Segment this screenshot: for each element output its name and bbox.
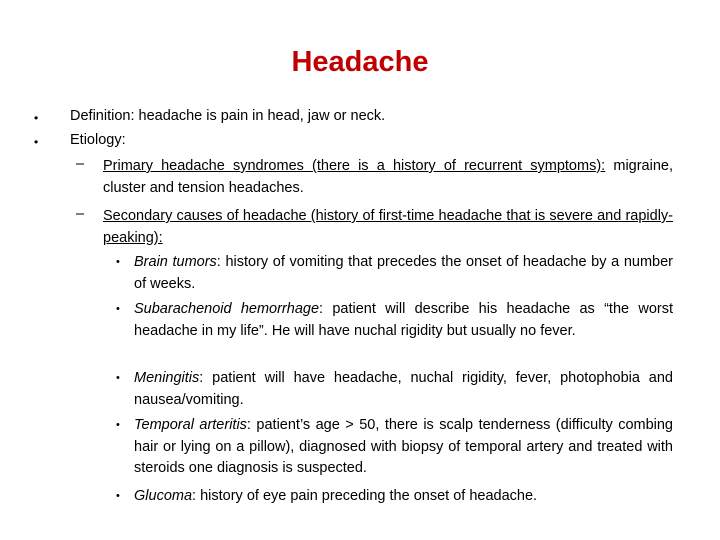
- primary-headache-item: [103, 156, 673, 199]
- sub-bullet-marker: •: [116, 490, 120, 502]
- secondary-causes-text: Secondary causes of headache (history of first-time headache that is severe and rapidly-peaking):: [103, 208, 673, 246]
- sub-bullet-marker: •: [116, 303, 120, 315]
- bullet-marker: •: [34, 135, 39, 149]
- cause-term: Subarachenoid hemorrhage: [134, 301, 320, 317]
- primary-headache-examples: migraine, cluster and tension headaches.: [103, 158, 673, 196]
- cause-text: : patient will have headache, nuchal rigidity, fever, photophobia and nausea/vomiting.: [134, 370, 673, 408]
- cause-text: : patient will describe his headache as “the worst headache in my life”. He will have nuchal rigidity but usually no fever.: [134, 301, 673, 339]
- cause-text: : history of vomiting that precedes the onset of headache by a number of weeks.: [134, 254, 673, 292]
- cause-term: Glucoma: [134, 488, 193, 504]
- cause-text: : patient’s age > 50, there is scalp tenderness (difficulty combing hair or lying on a pillow), diagnosed with biopsy of temporal artery and treated with steroids one diagnosis is suspected.: [134, 417, 673, 476]
- definition-item: [70, 106, 680, 128]
- cause-term: Brain tumors: [134, 254, 217, 270]
- cause-text: : history of eye pain preceding the onset of headache.: [192, 488, 538, 504]
- cause-term: Meningitis: [134, 370, 200, 386]
- sub-bullet-marker: •: [116, 419, 120, 431]
- sub-bullet-marker: •: [116, 256, 120, 268]
- definition-text: : headache is pain in head, jaw or neck.: [130, 108, 386, 124]
- etiology-term: Etiology:: [70, 132, 126, 148]
- dash-marker: –: [76, 206, 85, 222]
- bullet-marker: •: [34, 111, 39, 125]
- slide-title: Headache: [291, 46, 429, 78]
- definition-term: Definition: [70, 108, 131, 124]
- cause-item: [134, 368, 673, 411]
- primary-headache-text: Primary headache syndromes (there is a history of recurrent symptoms):: [103, 158, 606, 174]
- sub-bullet-marker: •: [116, 372, 120, 384]
- etiology-item: [70, 130, 680, 152]
- cause-item: [134, 486, 673, 508]
- cause-term: Temporal arteritis: [134, 417, 247, 433]
- secondary-causes-item: [103, 206, 673, 249]
- cause-item: [134, 415, 673, 480]
- cause-item: [134, 252, 673, 295]
- dash-marker: –: [76, 156, 85, 172]
- cause-item: [134, 299, 673, 342]
